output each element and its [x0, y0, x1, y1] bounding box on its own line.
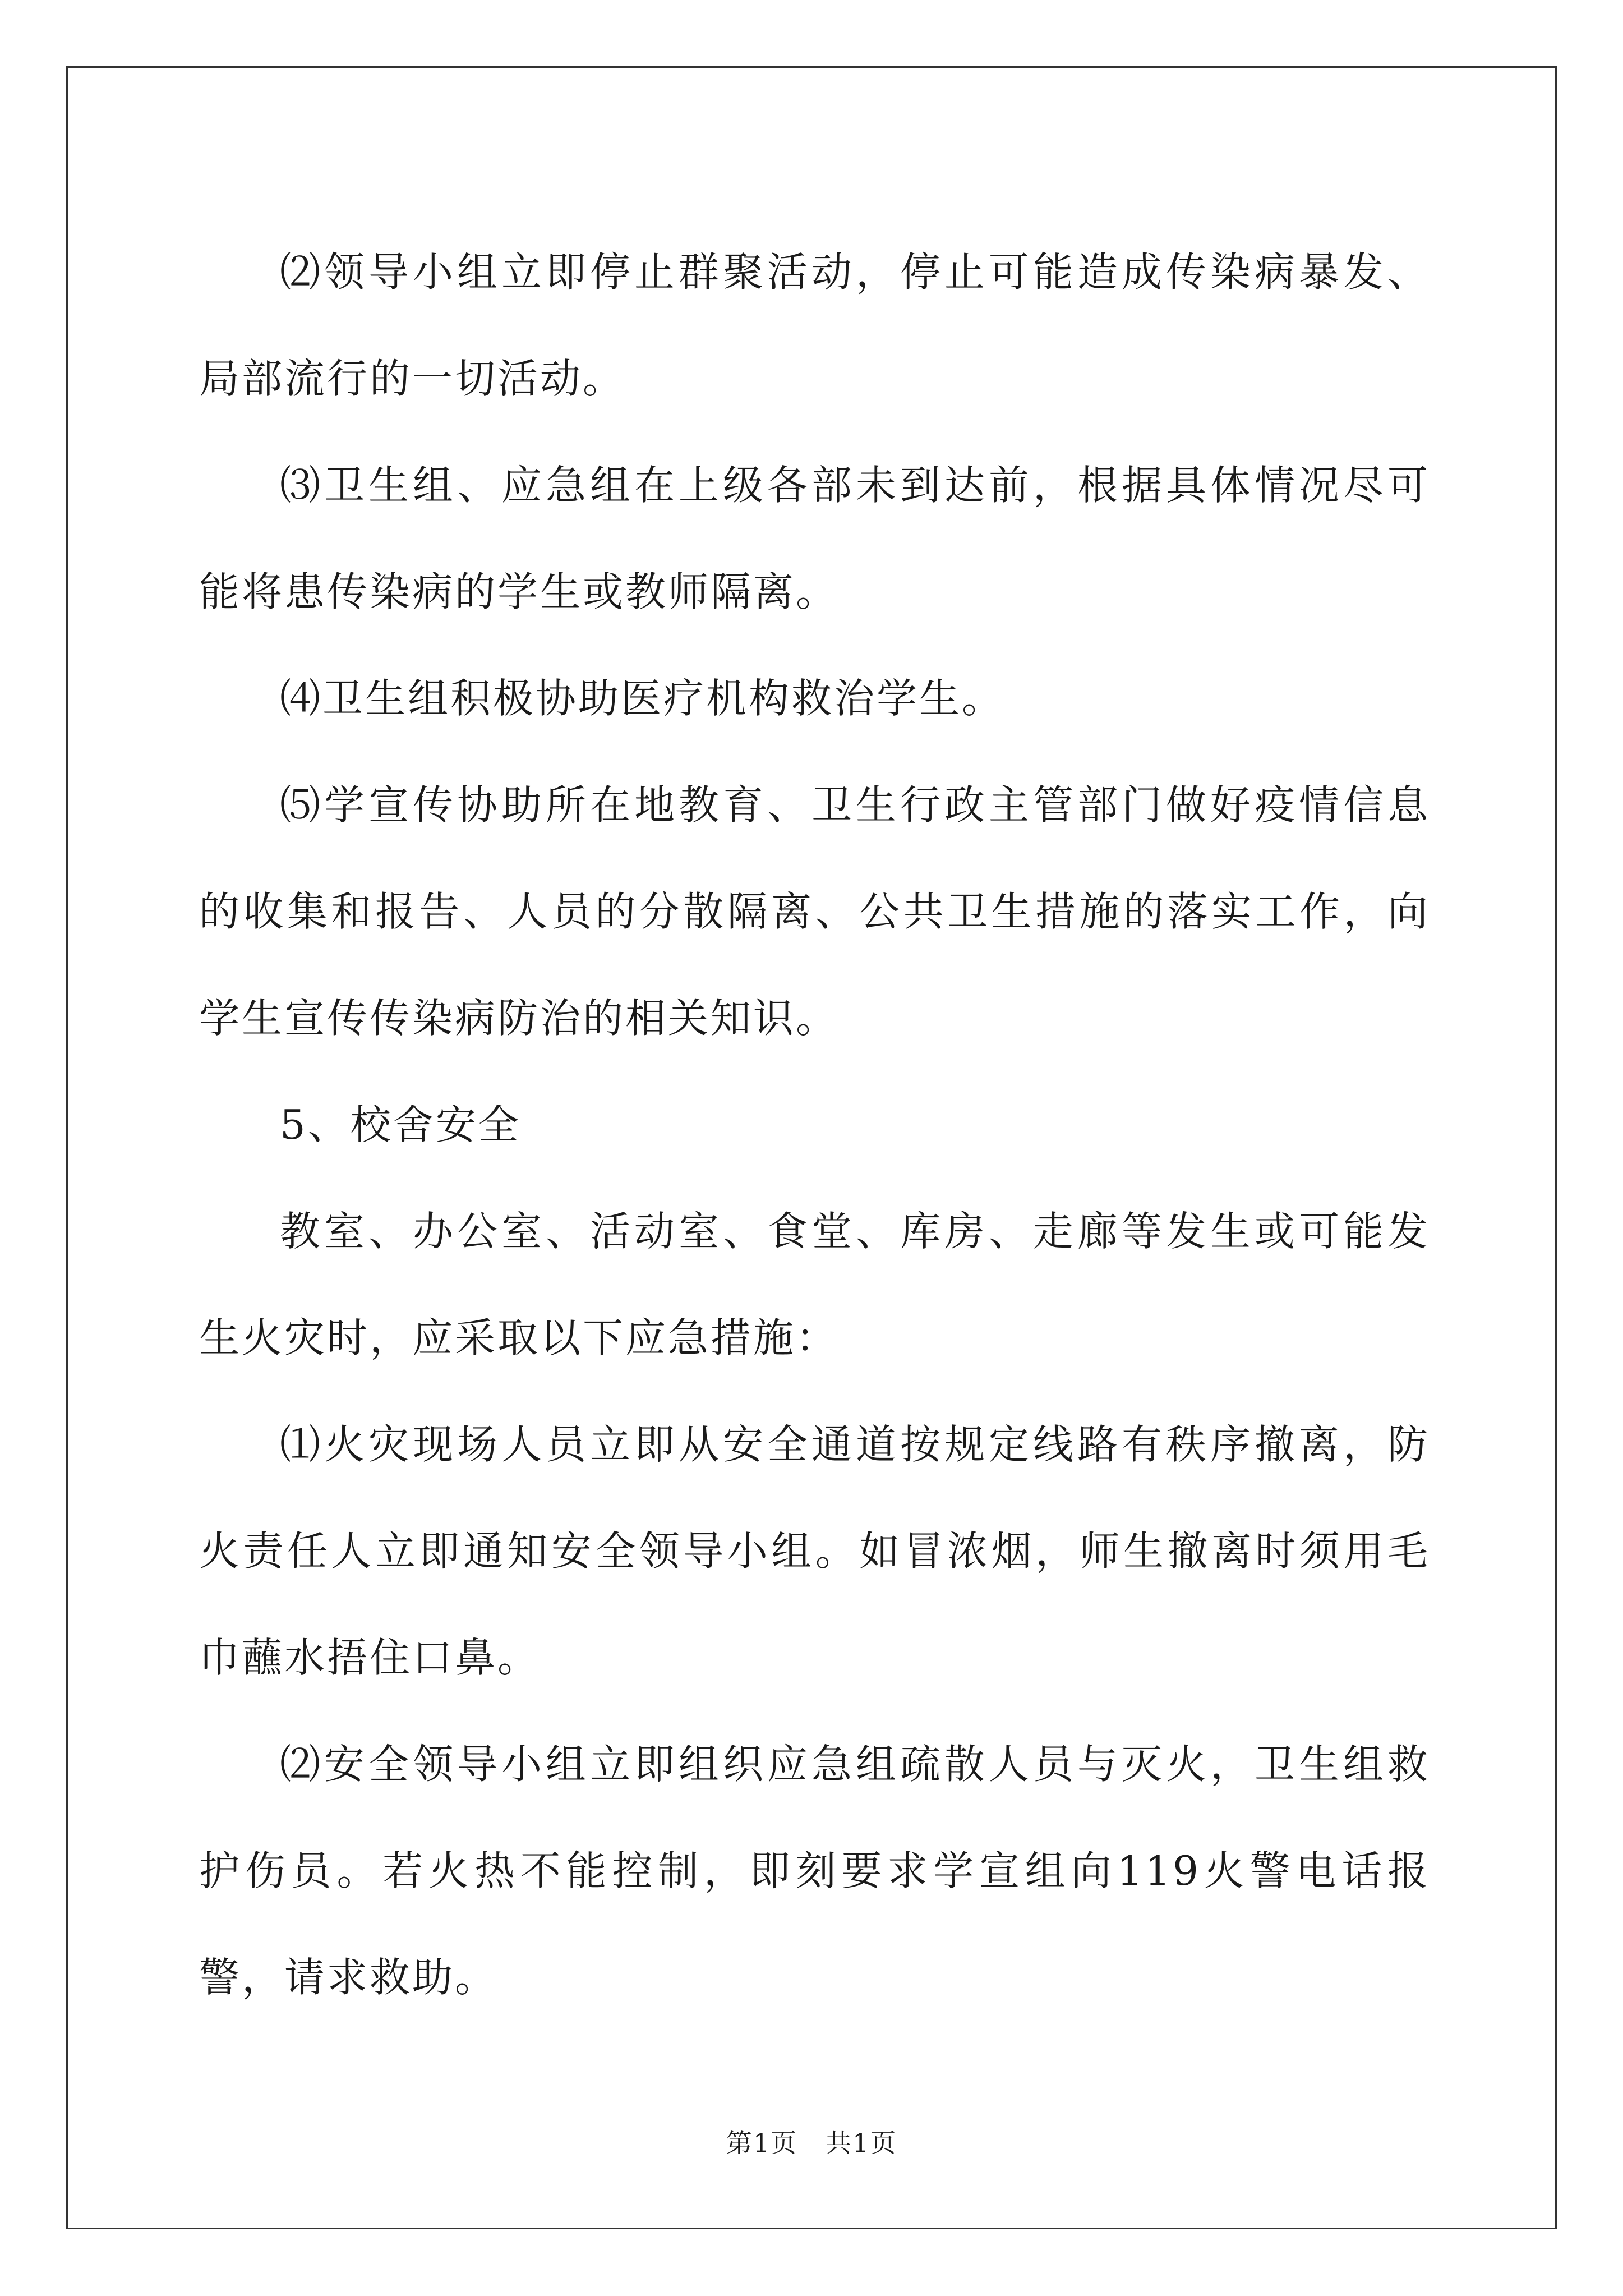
page-number: 第1页	[726, 2128, 797, 2158]
paragraph: ⑵安全领导小组立即组织应急组疏散人员与灭火，卫生组救护伤员。若火热不能控制，即刻要求学宣组向119火警电话报警，请求救助。	[199, 1741, 1430, 2001]
paragraph: ⑵领导小组立即停止群聚活动，停止可能造成传染病暴发、局部流行的一切活动。	[199, 249, 1430, 402]
paragraph: ⑷卫生组积极协助医疗机构救治学生。	[280, 675, 1005, 722]
paragraph: ⑴火灾现场人员立即从安全通道按规定线路有秩序撤离，防火责任人立即通知安全领导小组。如冒浓烟，师生撤离时须用毛巾蘸水捂住口鼻。	[199, 1421, 1430, 1681]
section-heading: 5、校舍安全	[280, 1101, 521, 1148]
page-footer	[0, 2126, 1623, 2160]
paragraph: ⑸学宣传协助所在地教育、卫生行政主管部门做好疫情信息的收集和报告、人员的分散隔离、公共卫生措施的落实工作，向学生宣传传染病防治的相关知识。	[199, 781, 1430, 1042]
paragraph: ⑶卫生组、应急组在上级各部未到达前，根据具体情况尽可能将患传染病的学生或教师隔离。	[199, 462, 1430, 615]
page-total: 共1页	[826, 2128, 897, 2158]
paragraph: 教室、办公室、活动室、食堂、库房、走廊等发生或可能发生火灾时，应采取以下应急措施：	[199, 1208, 1430, 1361]
document-body	[199, 219, 1430, 2031]
